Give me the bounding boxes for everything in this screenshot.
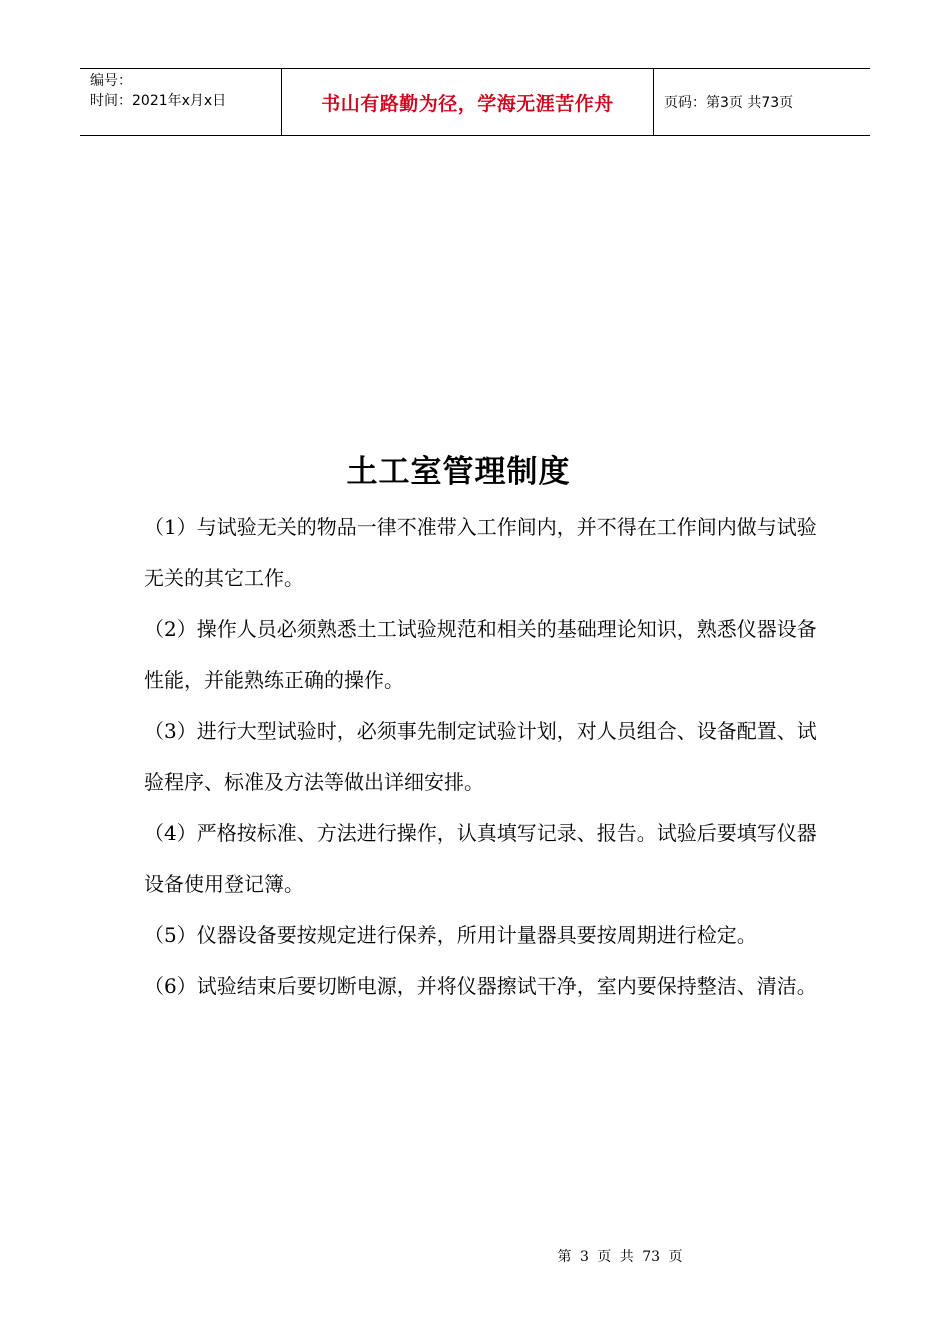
paragraph-3: （3）进行大型试验时，必须事先制定试验计划，对人员组合、设备配置、试验程序、标准及方法等做出详细安排。	[144, 719, 817, 794]
page-footer: 第 3 页 共 73 页	[557, 1249, 683, 1265]
doc-number-label: 编号：	[90, 73, 132, 89]
header-motto: 书山有路勤为径，学海无涯苦作舟	[282, 69, 654, 135]
header-page-code: 页码：第3页 共73页	[664, 95, 794, 111]
paragraph-1: （1）与试验无关的物品一律不准带入工作间内，并不得在工作间内做与试验无关的其它工作。	[144, 515, 817, 590]
document-body	[144, 502, 834, 1012]
paragraph-5: （5）仪器设备要按规定进行保养，所用计量器具要按周期进行检定。	[144, 923, 757, 947]
header-meta	[80, 69, 282, 135]
paragraph-4: （4）严格按标准、方法进行操作，认真填写记录、报告。试验后要填写仪器设备使用登记簿。	[144, 821, 817, 896]
paragraph-6: （6）试验结束后要切断电源，并将仪器擦试干净，室内要保持整洁、清洁。	[144, 974, 817, 998]
page-header	[80, 68, 870, 136]
document-title: 土工室管理制度	[346, 454, 571, 490]
paragraph-2: （2）操作人员必须熟悉土工试验规范和相关的基础理论知识，熟悉仪器设备性能，并能熟练正确的操作。	[144, 617, 817, 692]
doc-time-label: 时间：2021年x月x日	[90, 93, 227, 109]
